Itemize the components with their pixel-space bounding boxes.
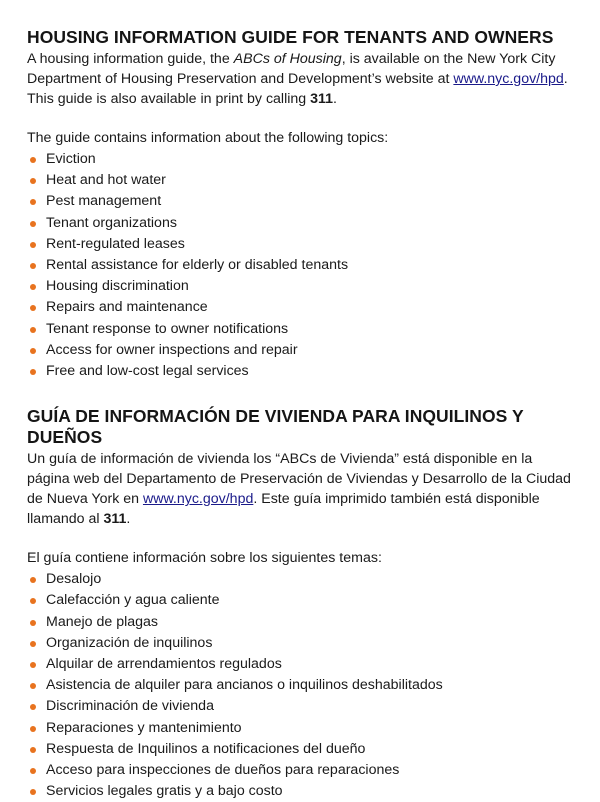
bullet-icon [30, 157, 36, 163]
bullet-icon [30, 199, 36, 205]
spanish-topic-item [27, 633, 574, 654]
english-topic-item [27, 234, 574, 255]
list-item-text: Respuesta de Inquilinos a notificaciones del dueño [46, 740, 366, 757]
english-desc-text-2: , is available on the New York City Department of Housing Preservation and Development’s website at [27, 51, 556, 87]
spanish-topics-intro: El guía contiene información sobre los siguientes temas: [27, 550, 382, 567]
list-item-text: Reparaciones y mantenimiento [46, 719, 242, 736]
bullet-icon [30, 178, 36, 184]
spanish-topic-item [27, 760, 574, 781]
bullet-icon [30, 242, 36, 248]
spanish-topics-list [27, 569, 574, 802]
spanish-topic-item [27, 675, 574, 696]
bullet-icon [30, 327, 36, 333]
english-desc-text-3: . This guide is also available in print by calling [27, 71, 568, 107]
list-item-text: Tenant response to owner notifications [46, 320, 289, 337]
bullet-icon [30, 704, 36, 710]
list-item-text: Acceso para inspecciones de dueños para reparaciones [46, 762, 400, 779]
english-topic-item [27, 297, 574, 318]
spanish-topic-item [27, 696, 574, 717]
list-item-text: Rental assistance for elderly or disabled tenants [46, 257, 349, 274]
english-guide-title: ABCs of Housing [233, 51, 342, 67]
list-item-text: Repairs and maintenance [46, 299, 208, 316]
spanish-topic-item [27, 590, 574, 611]
list-item-text: Organización de inquilinos [46, 634, 213, 651]
spanish-topic-item [27, 654, 574, 675]
bullet-icon [30, 662, 36, 668]
list-item-text: Alquilar de arrendamientos regulados [46, 656, 282, 673]
list-item-text: Eviction [46, 151, 96, 167]
bullet-icon [30, 369, 36, 375]
english-desc-text-1: A housing information guide, the [27, 51, 234, 67]
bullet-icon [30, 284, 36, 290]
list-item-text: Discriminación de vivienda [46, 698, 214, 715]
bullet-icon [30, 683, 36, 689]
spanish-topic-item [27, 718, 574, 739]
english-topic-item [27, 149, 574, 170]
bullet-icon [30, 577, 36, 583]
english-topic-item [27, 361, 574, 382]
bullet-icon [30, 598, 36, 604]
english-phone-number: 311 [310, 91, 334, 107]
english-heading: HOUSING INFORMATION GUIDE FOR TENANTS AND OWNERS [27, 27, 554, 47]
spanish-topic-item [27, 781, 574, 802]
list-item-text: Tenant organizations [46, 214, 177, 231]
english-topic-item [27, 191, 574, 212]
bullet-icon [30, 263, 36, 269]
spanish-desc-text-1: Un guía de información de vivienda los “ABCs de Vivienda” está disponible en la página web del Departamento de Preservación de Viviendas y Desarrollo de la Ciudad de Nueva York en [27, 451, 571, 508]
spanish-hpd-link[interactable]: www.nyc.gov/hpd [142, 491, 254, 508]
spanish-topic-item [27, 739, 574, 760]
bullet-icon [30, 789, 36, 795]
list-item-text: Manejo de plagas [46, 613, 159, 630]
english-topics-list [27, 149, 574, 382]
list-item-text: Desalojo [46, 571, 102, 588]
bullet-icon [30, 726, 36, 732]
english-topic-item [27, 213, 574, 234]
list-item-text: Pest management [46, 193, 162, 210]
english-topics-intro: The guide contains information about the following topics: [27, 130, 389, 146]
english-description [27, 49, 574, 109]
english-topic-item [27, 170, 574, 191]
spanish-description [27, 449, 574, 529]
list-item-text: Rent-regulated leases [46, 235, 185, 252]
english-topic-item [27, 340, 574, 361]
bullet-icon [30, 620, 36, 626]
bullet-icon [30, 747, 36, 753]
list-item-text: Free and low-cost legal services [46, 363, 249, 380]
spanish-topic-item [27, 569, 574, 590]
spanish-heading: GUÍA DE INFORMACIÓN DE VIVIENDA PARA INQUILINOS Y DUEÑOS [27, 406, 524, 448]
bullet-icon [30, 348, 36, 354]
bullet-icon [30, 305, 36, 311]
english-desc-text-4: . [333, 91, 337, 107]
list-item-text: Calefacción y agua caliente [46, 592, 220, 609]
english-hpd-link[interactable]: www.nyc.gov/hpd [453, 71, 564, 87]
bullet-icon [30, 641, 36, 647]
list-item-text: Heat and hot water [46, 172, 166, 189]
spanish-topic-item [27, 612, 574, 633]
english-topic-item [27, 319, 574, 340]
english-section [27, 27, 574, 382]
spanish-desc-text-3: . [126, 511, 131, 528]
bullet-icon [30, 221, 36, 227]
spanish-desc-text-2: . Este guía imprimido también está disponible llamando al [27, 491, 540, 528]
list-item-text: Housing discrimination [46, 278, 189, 295]
english-topic-item [27, 255, 574, 276]
list-item-text: Asistencia de alquiler para ancianos o inquilinos deshabilitados [46, 677, 443, 694]
bullet-icon [30, 768, 36, 774]
list-item-text: Servicios legales gratis y a bajo costo [46, 783, 283, 800]
english-topic-item [27, 276, 574, 297]
spanish-section [27, 406, 574, 802]
spanish-phone-number: 311 [103, 511, 127, 528]
list-item-text: Access for owner inspections and repair [46, 341, 298, 358]
